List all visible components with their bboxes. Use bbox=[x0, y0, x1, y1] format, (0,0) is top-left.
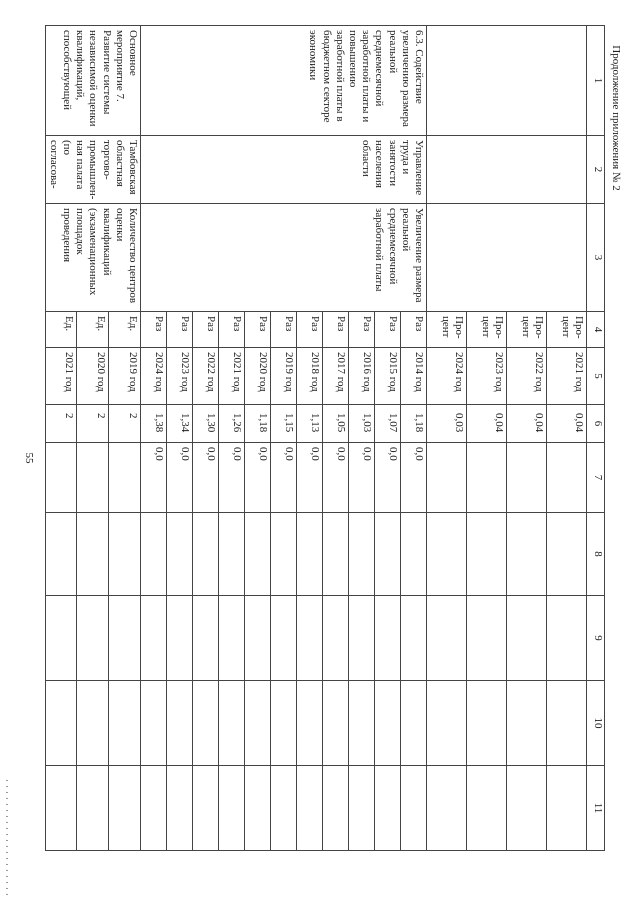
empty-cell bbox=[193, 766, 219, 851]
indicators-table bbox=[45, 25, 605, 851]
empty-cell bbox=[375, 766, 401, 851]
empty-cell bbox=[467, 766, 507, 851]
empty-cell bbox=[507, 513, 547, 596]
value-col7-cell: 0,0 bbox=[167, 443, 193, 513]
year-cell: 2021 год bbox=[45, 348, 77, 405]
empty-cell bbox=[375, 513, 401, 596]
empty-cell bbox=[401, 766, 427, 851]
unit-cell: Раз bbox=[193, 312, 219, 348]
year-cell: 2020 год bbox=[245, 348, 271, 405]
header-col-10: 10 bbox=[587, 681, 605, 766]
empty-cell bbox=[297, 596, 323, 681]
empty-cell bbox=[219, 681, 245, 766]
executor-measure-7-cell: Тамбовская областная торгово-промышлен-ная палата (по согласова- bbox=[45, 136, 140, 204]
empty-cell bbox=[297, 681, 323, 766]
empty-cell bbox=[375, 681, 401, 766]
empty-cell bbox=[77, 443, 109, 513]
empty-cell bbox=[167, 766, 193, 851]
empty-cell bbox=[245, 766, 271, 851]
empty-cell bbox=[245, 596, 271, 681]
empty-cell bbox=[141, 766, 167, 851]
header-col-4: 4 bbox=[587, 312, 605, 348]
empty-cell bbox=[507, 443, 547, 513]
value-cell: 1,13 bbox=[297, 405, 323, 443]
value-cell: 1,26 bbox=[219, 405, 245, 443]
value-cell: 2 bbox=[109, 405, 141, 443]
empty-cell bbox=[427, 443, 467, 513]
activity-measure-7-cell: Основное мероприятие 7. Развитие системы независимой оценки квалификаций, способствующей bbox=[45, 26, 140, 136]
empty-cell bbox=[271, 766, 297, 851]
empty-cell bbox=[109, 513, 141, 596]
empty-cell bbox=[547, 443, 587, 513]
empty-cell bbox=[507, 596, 547, 681]
empty-cell bbox=[45, 596, 77, 681]
empty-cell bbox=[77, 766, 109, 851]
empty-cell bbox=[349, 513, 375, 596]
empty-cell bbox=[109, 443, 141, 513]
value-col7-cell: 0,0 bbox=[349, 443, 375, 513]
value-col7-cell: 0,0 bbox=[323, 443, 349, 513]
empty-cell bbox=[507, 681, 547, 766]
empty-cell bbox=[271, 681, 297, 766]
empty-cell bbox=[427, 513, 467, 596]
year-cell: 2016 год bbox=[349, 348, 375, 405]
year-cell: 2024 год bbox=[141, 348, 167, 405]
unit-cell: Раз bbox=[375, 312, 401, 348]
unit-cell: Раз bbox=[401, 312, 427, 348]
value-col7-cell: 0,0 bbox=[193, 443, 219, 513]
empty-cell bbox=[349, 596, 375, 681]
value-col7-cell: 0,0 bbox=[245, 443, 271, 513]
empty-cell bbox=[167, 513, 193, 596]
value-cell: 1,03 bbox=[349, 405, 375, 443]
empty-cell bbox=[167, 681, 193, 766]
header-col-11: 11 bbox=[587, 766, 605, 851]
empty-cell bbox=[547, 766, 587, 851]
appendix-continuation-note: Продолжение приложения № 2 bbox=[610, 45, 622, 191]
empty-cell bbox=[323, 681, 349, 766]
empty-cell bbox=[375, 596, 401, 681]
empty-cell bbox=[427, 204, 587, 312]
empty-cell bbox=[467, 596, 507, 681]
empty-cell bbox=[77, 681, 109, 766]
empty-cell bbox=[141, 681, 167, 766]
value-cell: 1,18 bbox=[245, 405, 271, 443]
empty-cell bbox=[109, 681, 141, 766]
empty-cell bbox=[219, 596, 245, 681]
value-col7-cell: 0,0 bbox=[297, 443, 323, 513]
value-col7-cell: 0,0 bbox=[219, 443, 245, 513]
empty-cell bbox=[193, 681, 219, 766]
value-cell: 1,34 bbox=[167, 405, 193, 443]
table-row bbox=[547, 26, 587, 851]
header-col-1: 1 bbox=[587, 26, 605, 136]
empty-cell bbox=[45, 443, 77, 513]
table-row bbox=[401, 26, 427, 851]
empty-cell bbox=[77, 596, 109, 681]
unit-cell: Раз bbox=[349, 312, 375, 348]
empty-cell bbox=[401, 596, 427, 681]
year-cell: 2023 год bbox=[467, 348, 507, 405]
empty-cell bbox=[547, 513, 587, 596]
table-row bbox=[109, 26, 141, 851]
empty-cell bbox=[349, 766, 375, 851]
year-cell: 2017 год bbox=[323, 348, 349, 405]
empty-cell bbox=[467, 443, 507, 513]
year-cell: 2022 год bbox=[193, 348, 219, 405]
header-col-3: 3 bbox=[587, 204, 605, 312]
year-cell: 2023 год bbox=[167, 348, 193, 405]
empty-cell bbox=[219, 766, 245, 851]
year-cell: 2021 год bbox=[547, 348, 587, 405]
unit-cell: Раз bbox=[271, 312, 297, 348]
year-cell: 2014 год bbox=[401, 348, 427, 405]
unit-cell: Ед. bbox=[77, 312, 109, 348]
empty-cell bbox=[245, 681, 271, 766]
year-cell: 2022 год bbox=[507, 348, 547, 405]
header-col-2: 2 bbox=[587, 136, 605, 204]
value-col7-cell: 0,0 bbox=[401, 443, 427, 513]
empty-cell bbox=[427, 136, 587, 204]
empty-cell bbox=[193, 513, 219, 596]
empty-cell bbox=[193, 596, 219, 681]
value-cell: 1,30 bbox=[193, 405, 219, 443]
unit-cell: Ед. bbox=[45, 312, 77, 348]
value-col7-cell: 0,0 bbox=[271, 443, 297, 513]
empty-cell bbox=[349, 681, 375, 766]
empty-cell bbox=[467, 513, 507, 596]
header-col-7: 7 bbox=[587, 443, 605, 513]
value-cell: 0,04 bbox=[547, 405, 587, 443]
empty-cell bbox=[109, 596, 141, 681]
value-col7-cell: 0,0 bbox=[141, 443, 167, 513]
value-cell: 0,04 bbox=[467, 405, 507, 443]
year-cell: 2020 год bbox=[77, 348, 109, 405]
scan-artifact-dots bbox=[6, 780, 8, 895]
unit-cell: Раз bbox=[297, 312, 323, 348]
year-cell: 2019 год bbox=[109, 348, 141, 405]
empty-cell bbox=[141, 513, 167, 596]
empty-cell bbox=[401, 513, 427, 596]
empty-cell bbox=[271, 513, 297, 596]
value-cell: 1,18 bbox=[401, 405, 427, 443]
empty-cell bbox=[427, 596, 467, 681]
empty-cell bbox=[427, 766, 467, 851]
activity-6-3-cell: 6.3. Содействие увеличению размера реальной среднемесячной заработной платы и повышению заработной платы в бюджетном секторе экономики bbox=[141, 26, 427, 136]
value-cell: 2 bbox=[45, 405, 77, 443]
empty-cell bbox=[109, 766, 141, 851]
empty-cell bbox=[45, 766, 77, 851]
empty-cell bbox=[507, 766, 547, 851]
empty-cell bbox=[45, 681, 77, 766]
value-cell: 1,15 bbox=[271, 405, 297, 443]
empty-cell bbox=[427, 681, 467, 766]
empty-cell bbox=[547, 596, 587, 681]
page-number: 55 bbox=[23, 452, 35, 464]
header-col-9: 9 bbox=[587, 596, 605, 681]
rotated-table-frame bbox=[47, 25, 605, 850]
unit-cell: Раз bbox=[141, 312, 167, 348]
header-col-8: 8 bbox=[587, 513, 605, 596]
header-row bbox=[587, 26, 605, 851]
empty-cell bbox=[401, 681, 427, 766]
empty-cell bbox=[297, 513, 323, 596]
unit-cell: Раз bbox=[219, 312, 245, 348]
unit-cell: Раз bbox=[167, 312, 193, 348]
empty-cell bbox=[167, 596, 193, 681]
empty-cell bbox=[141, 596, 167, 681]
header-col-6: 6 bbox=[587, 405, 605, 443]
unit-cell: Про-цент bbox=[547, 312, 587, 348]
year-cell: 2015 год bbox=[375, 348, 401, 405]
empty-cell bbox=[323, 766, 349, 851]
unit-cell: Про-цент bbox=[467, 312, 507, 348]
empty-cell bbox=[323, 596, 349, 681]
value-cell: 0,03 bbox=[427, 405, 467, 443]
empty-cell bbox=[467, 681, 507, 766]
unit-cell: Про-цент bbox=[427, 312, 467, 348]
empty-cell bbox=[297, 766, 323, 851]
empty-cell bbox=[245, 513, 271, 596]
value-col7-cell: 0,0 bbox=[375, 443, 401, 513]
year-cell: 2021 год bbox=[219, 348, 245, 405]
executor-6-3-cell: Управление труда и занятости населения области bbox=[141, 136, 427, 204]
value-cell: 1,38 bbox=[141, 405, 167, 443]
year-cell: 2019 год bbox=[271, 348, 297, 405]
year-cell: 2018 год bbox=[297, 348, 323, 405]
empty-cell bbox=[323, 513, 349, 596]
unit-cell: Ед. bbox=[109, 312, 141, 348]
value-cell: 1,05 bbox=[323, 405, 349, 443]
value-cell: 0,04 bbox=[507, 405, 547, 443]
value-cell: 2 bbox=[77, 405, 109, 443]
unit-cell: Раз bbox=[245, 312, 271, 348]
empty-cell bbox=[271, 596, 297, 681]
empty-cell bbox=[219, 513, 245, 596]
empty-cell bbox=[547, 681, 587, 766]
value-cell: 1,07 bbox=[375, 405, 401, 443]
empty-cell bbox=[45, 513, 77, 596]
table-viewport bbox=[47, 25, 605, 850]
indicator-6-3-cell: Увеличение размера реальной среднемесячной заработной платы bbox=[141, 204, 427, 312]
empty-cell bbox=[77, 513, 109, 596]
header-col-5: 5 bbox=[587, 348, 605, 405]
empty-cell bbox=[427, 26, 587, 136]
unit-cell: Про-цент bbox=[507, 312, 547, 348]
indicator-measure-7-cell: Количество центров оценки квалификаций (экзаменационных площадок проведения bbox=[45, 204, 140, 312]
year-cell: 2024 год bbox=[427, 348, 467, 405]
unit-cell: Раз bbox=[323, 312, 349, 348]
